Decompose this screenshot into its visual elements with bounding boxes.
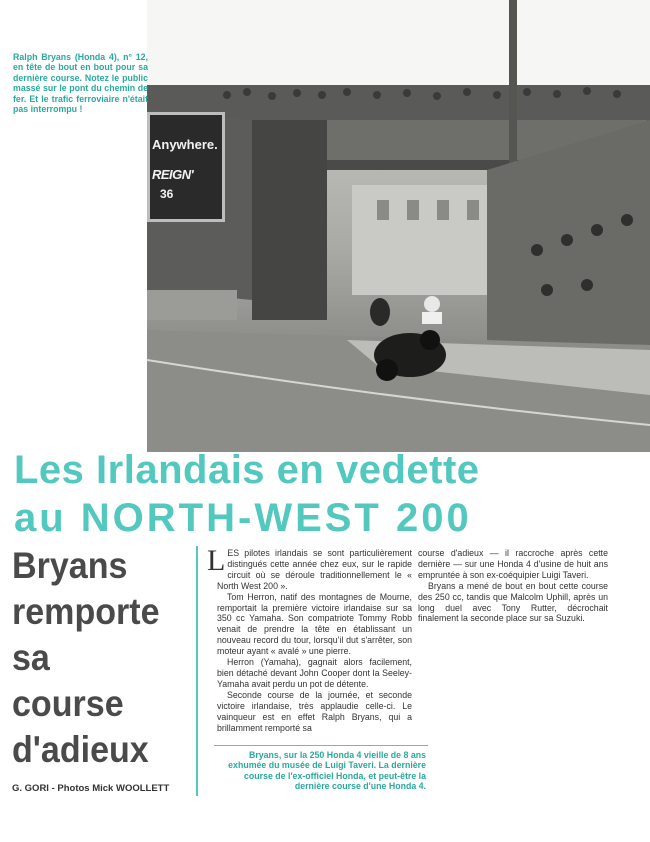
subhead-line: d'adieux (12, 729, 149, 770)
article-paragraph (207, 544, 412, 592)
billboard (147, 112, 225, 222)
article-column-1 (207, 544, 412, 733)
race-photo (147, 0, 650, 452)
column-divider (196, 546, 198, 796)
paragraph-text: ES pilotes irlandais se sont particulièrement distingués cette année chez eux, sur le rapide circuit où se déroule traditionnellement le « North West 200 ». (217, 548, 412, 591)
article-paragraph: Seconde course de la journée, et seconde victoire irlandaise, très applaudie celle-ci. Le vainqueur est en effet Ralph Bryans, qui a brillamment remporté sa (217, 689, 412, 733)
article-column-2 (418, 548, 608, 624)
subhead-line: course (12, 683, 124, 724)
subheadline (12, 543, 178, 773)
headline (14, 446, 644, 542)
article-paragraph: Bryans a mené de bout en bout cette course des 250 cc, tandis que Malcolm Uphill, après un long duel avec Tony Rutter, décrochait finalement la seconde place sur sa Suzuki. (418, 580, 608, 624)
photo-caption-top: Ralph Bryans (Honda 4), n° 12, en tête de bout en bout pour sa dernière course. Notez le public massé sur le pont du chemin de fer. Et le trafic ferroviaire n'était pas interrompu ! (13, 52, 148, 115)
caption-rule (214, 745, 428, 746)
headline-line-1: Les Irlandais en vedette (14, 448, 480, 492)
photo-caption-bottom: Bryans, sur la 250 Honda 4 vieille de 8 ans exhumée du musée de Luigi Taveri. La dernière course de l'ex-officiel Honda, et peut-être la dernière course d'une Honda 4. (228, 750, 426, 792)
article-paragraph: course d'adieux — il raccroche après cette dernière — sur une Honda 4 d'usine de huit ans empruntée à son ex-coéquipier Luigi Taveri. (418, 548, 608, 580)
subhead-line: sa (12, 637, 50, 678)
article-paragraph: Herron (Yamaha), gagnait alors facilement, bien détaché devant John Cooper dont la Seeley-Yamaha avait perdu un pot de détente. (217, 657, 412, 689)
race-photo-scene (147, 0, 650, 452)
byline: G. GORI - Photos Mick WOOLLETT (12, 783, 170, 794)
drop-cap: L (207, 544, 226, 577)
article-paragraph: Tom Herron, natif des montagnes de Mourne, remportait la première victoire irlandaise sur sa 350 cc Yamaha. Son compatriote Tommy Robb venait de prendre la tête en établissant un nouveau record du tour, lorsqu'il dut s'arrêter, son moteur ayant « avalé » une pierre. (217, 591, 412, 657)
subhead-line: remporte (12, 591, 160, 632)
billboard-text-1: Anywhere. (152, 137, 218, 152)
subhead-line: Bryans (12, 545, 128, 586)
billboard-text-3: 36 (160, 187, 174, 201)
billboard-text-2: REIGN' (152, 167, 194, 182)
headline-line-2: au NORTH-WEST 200 (14, 496, 472, 540)
